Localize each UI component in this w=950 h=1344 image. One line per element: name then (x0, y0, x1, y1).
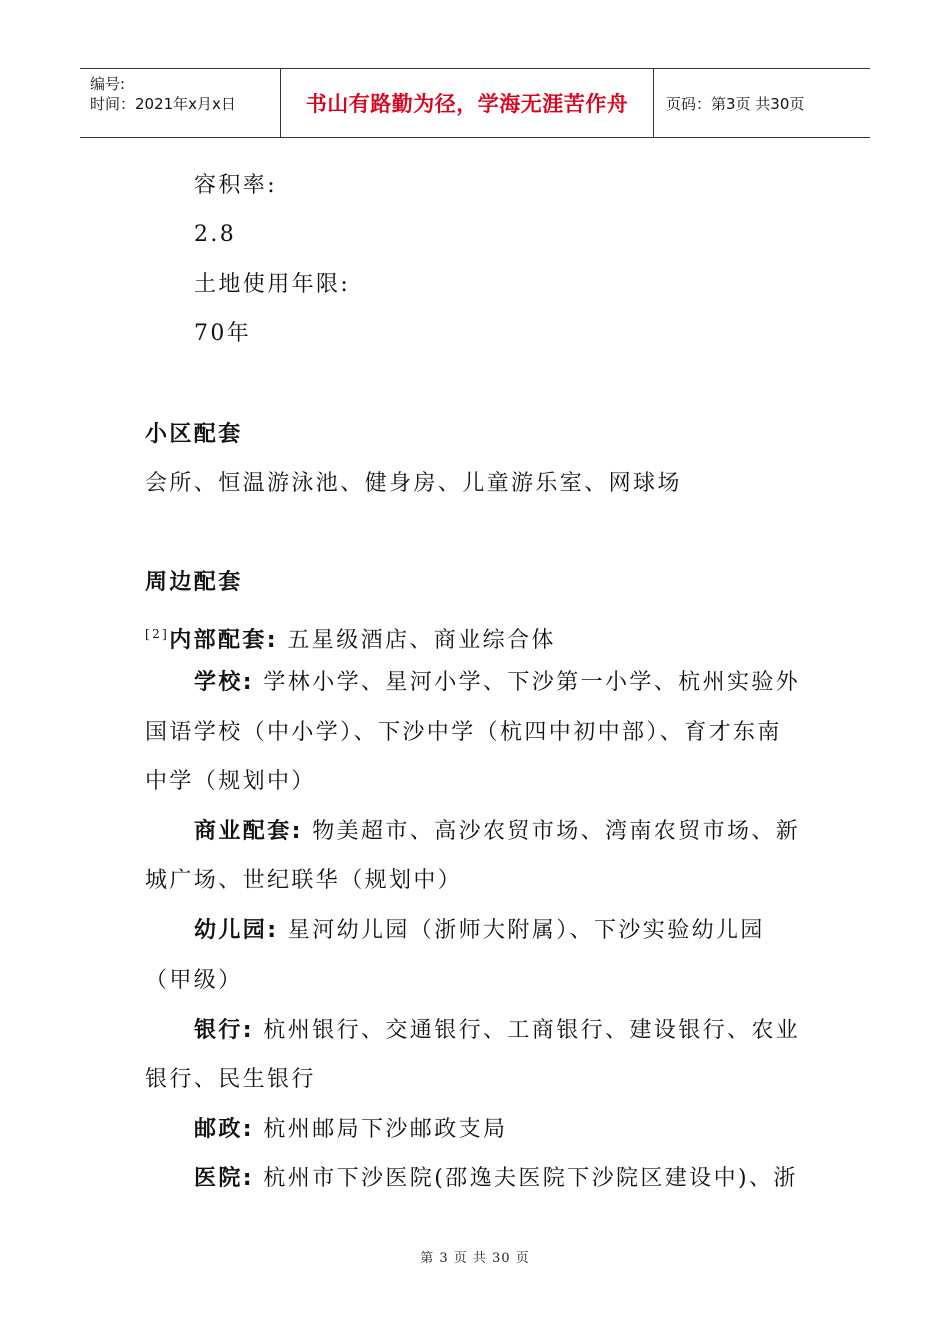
kindergarten-line-1 (194, 916, 765, 946)
internal-facilities-line (145, 619, 556, 656)
school-line-1 (194, 668, 800, 698)
hospital-label: 医院: (194, 1166, 254, 1191)
bank-text: 杭州银行、交通银行、工商银行、建设银行、农业 (254, 1018, 801, 1043)
post-line (194, 1115, 507, 1145)
far-label: 容积率: (194, 173, 278, 198)
post-label: 邮政: (194, 1117, 254, 1142)
school-line-2: 国语学校（中小学）、下沙中学（杭四中初中部）、育才东南 (145, 720, 782, 745)
hospital-line-1 (194, 1164, 798, 1194)
land-term-label: 土地使用年限: (194, 272, 351, 297)
number-label: 编号: (90, 75, 126, 93)
reference-marker: [2] (145, 627, 170, 641)
kindergarten-line-2: （甲级） (145, 968, 243, 993)
page-header (80, 68, 870, 138)
kindergarten-text: 星河幼儿园（浙师大附属）、下沙实验幼儿园 (278, 918, 765, 943)
commerce-line-2: 城广场、世纪联华（规划中） (145, 868, 463, 893)
community-items: 会所、恒温游泳池、健身房、儿童游乐室、网球场 (145, 471, 682, 496)
far-value: 2.8 (194, 222, 237, 247)
bank-line-2: 银行、民生银行 (145, 1067, 316, 1092)
bank-line-1 (194, 1016, 800, 1046)
header-motto: 书山有路勤为径，学海无涯苦作舟 (280, 69, 654, 137)
school-line-3: 中学（规划中） (145, 769, 316, 794)
kindergarten-label: 幼儿园: (194, 918, 279, 943)
header-meta (80, 69, 280, 137)
time-label: 时间：2021年x月x日 (90, 95, 236, 113)
internal-value: 五星级酒店、商业综合体 (278, 628, 556, 653)
post-text: 杭州邮局下沙邮政支局 (254, 1117, 508, 1142)
header-page-info: 页码：第3页 共30页 (666, 94, 805, 113)
hospital-text: 杭州市下沙医院(邵逸夫医院下沙院区建设中)、浙 (254, 1166, 798, 1191)
land-term-value: 70年 (194, 321, 252, 346)
commerce-label: 商业配套: (194, 819, 303, 844)
school-label: 学校: (194, 670, 254, 695)
commerce-text: 物美超市、高沙农贸市场、湾南农贸市场、新 (302, 819, 801, 844)
commerce-line-1 (194, 817, 800, 847)
surroundings-heading: 周边配套 (145, 570, 243, 595)
internal-label: 内部配套: (169, 628, 279, 653)
community-heading: 小区配套 (145, 422, 243, 447)
school-text: 学林小学、星河小学、下沙第一小学、杭州实验外 (254, 670, 801, 695)
page-footer: 第 3 页 共 30 页 (420, 1251, 530, 1266)
bank-label: 银行: (194, 1018, 254, 1043)
